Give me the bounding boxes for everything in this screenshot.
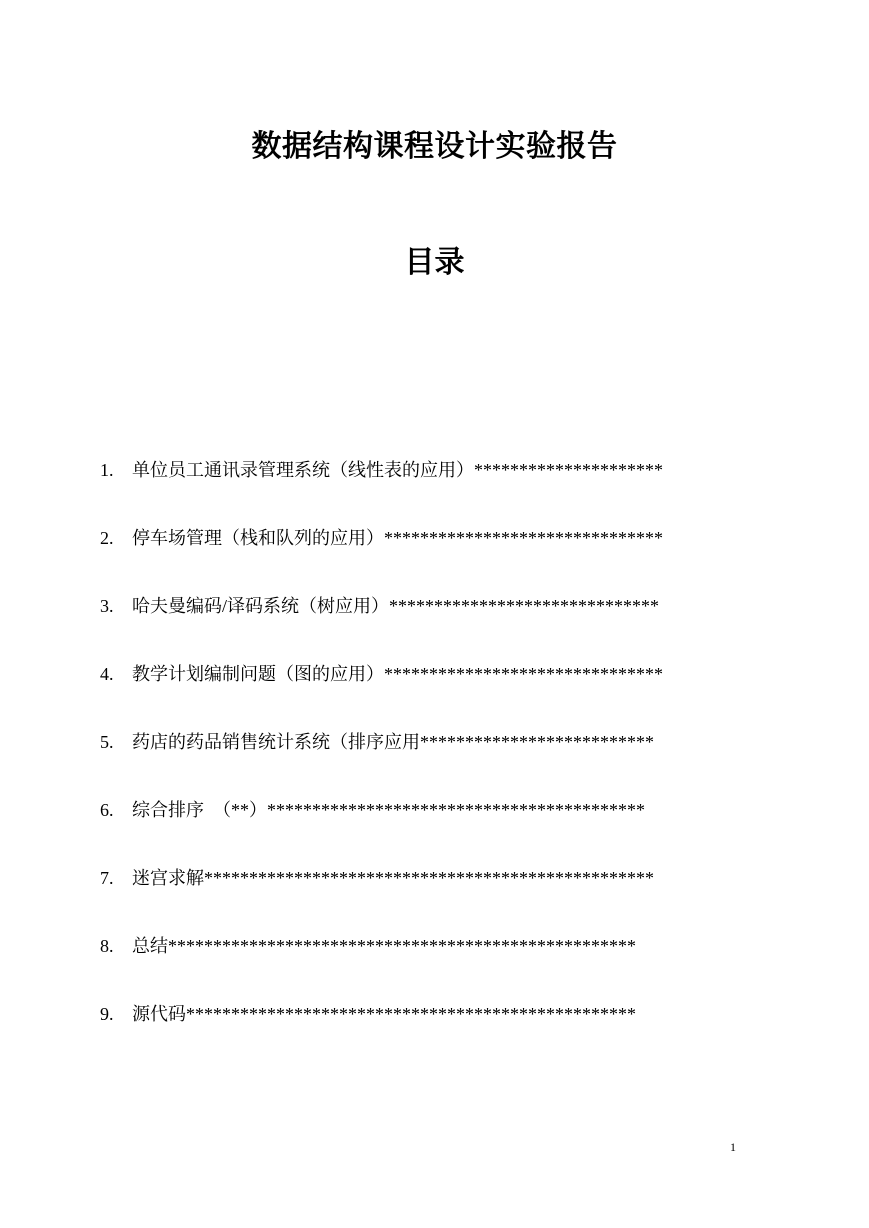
toc-item[interactable] xyxy=(100,996,740,1064)
table-of-contents xyxy=(100,452,740,1064)
toc-item-number: 4. xyxy=(100,664,114,684)
toc-item-number: 9. xyxy=(100,1004,114,1024)
toc-item-text: 药店的药品销售统计系统（排序应用************************** xyxy=(132,732,654,752)
toc-item-number: 1. xyxy=(100,460,114,480)
toc-item-text: 源代码************************************************** xyxy=(132,1004,636,1024)
toc-item-number: 6. xyxy=(100,800,114,820)
toc-item-text: 综合排序 （**）****************************************** xyxy=(132,800,645,820)
toc-heading: 目录 xyxy=(404,245,465,280)
toc-item[interactable] xyxy=(100,656,740,724)
toc-item-number: 2. xyxy=(100,528,114,548)
toc-item-text: 迷宫求解************************************************** xyxy=(132,868,654,888)
toc-item[interactable] xyxy=(100,588,740,656)
toc-item-number: 5. xyxy=(100,732,114,752)
toc-item[interactable] xyxy=(100,724,740,792)
toc-item-text: 单位员工通讯录管理系统（线性表的应用）********************* xyxy=(132,460,663,480)
toc-item-text: 总结**************************************************** xyxy=(132,936,636,956)
page-number: 1 xyxy=(730,1140,736,1154)
toc-item[interactable] xyxy=(100,792,740,860)
toc-item-number: 3. xyxy=(100,596,114,616)
toc-item-text: 教学计划编制问题（图的应用）******************************* xyxy=(132,664,663,684)
toc-item-text: 哈夫曼编码/译码系统（树应用）****************************** xyxy=(132,596,659,616)
toc-item-text: 停车场管理（栈和队列的应用）******************************* xyxy=(132,528,663,548)
document-title: 数据结构课程设计实验报告 xyxy=(251,129,618,164)
toc-item[interactable] xyxy=(100,520,740,588)
toc-item[interactable] xyxy=(100,928,740,996)
toc-item-number: 8. xyxy=(100,936,114,956)
toc-item[interactable] xyxy=(100,860,740,928)
toc-item[interactable] xyxy=(100,452,740,520)
toc-item-number: 7. xyxy=(100,868,114,888)
